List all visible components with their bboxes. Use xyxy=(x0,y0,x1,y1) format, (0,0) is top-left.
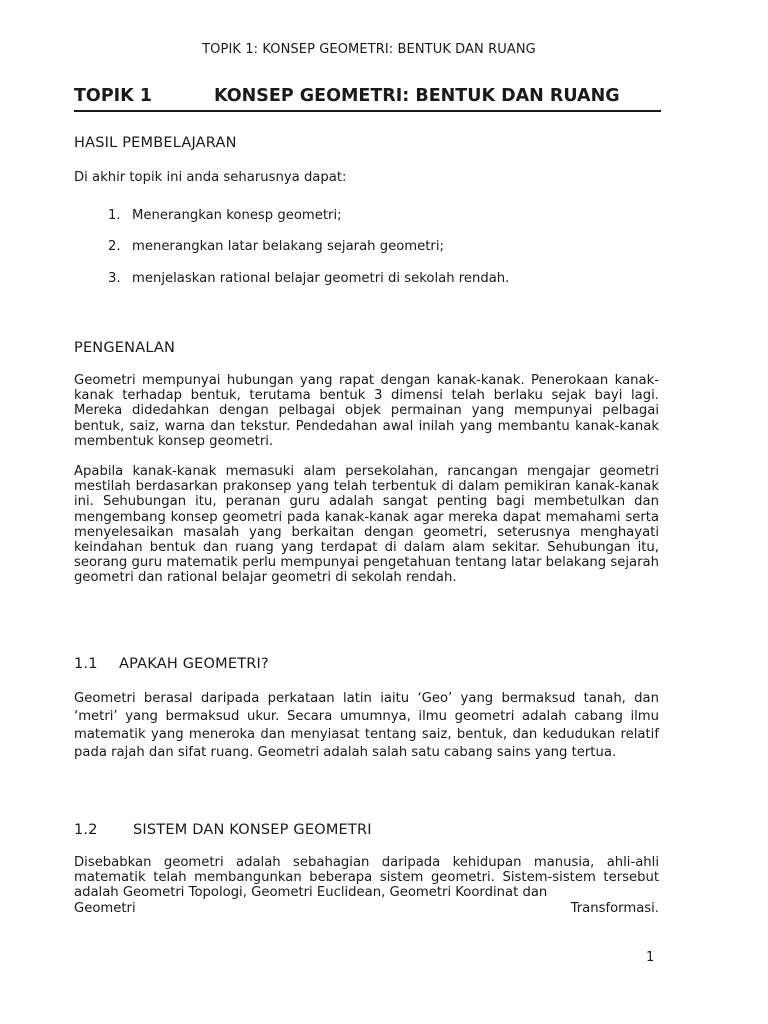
topic-title: KONSEP GEOMETRI: BENTUK DAN RUANG xyxy=(214,86,620,106)
learning-outcomes-intro: Di akhir topik ini anda seharusnya dapat: xyxy=(74,170,347,185)
topic-heading xyxy=(74,86,661,112)
page-number: 1 xyxy=(646,950,655,965)
topic-number: TOPIK 1 xyxy=(74,86,152,106)
section-1-1-number: 1.1 xyxy=(74,656,98,672)
introduction-heading: PENGENALAN xyxy=(74,340,176,356)
list-item: 3. menjelaskan rational belajar geometri di sekolah rendah. xyxy=(108,271,510,286)
learning-outcomes-heading: HASIL PEMBELAJARAN xyxy=(74,135,237,151)
list-item: 2. menerangkan latar belakang sejarah geometri; xyxy=(108,239,444,254)
section-1-2-last-line: Geometri Transformasi. xyxy=(74,900,659,916)
running-header: TOPIK 1: KONSEP GEOMETRI: BENTUK DAN RUANG xyxy=(202,42,536,57)
section-1-1-heading xyxy=(74,656,269,672)
section-1-2-title: SISTEM DAN KONSEP GEOMETRI xyxy=(133,822,372,838)
section-1-1-title: APAKAH GEOMETRI? xyxy=(119,656,269,672)
section-1-1-paragraph: Geometri berasal daripada perkataan latin iaitu ‘Geo’ yang bermaksud tanah, dan ‘metri’ yang bermaksud ukur. Secara umumnya, ilmu geometri adalah cabang ilmu matematik yang meneroka dan menyiasat tentang saiz, bentuk, dan kedudukan relatif pada rajah dan sifat ruang. Geometri adalah salah satu cabang sains yang tertua. xyxy=(74,691,659,760)
list-item: 1. Menerangkan konesp geometri; xyxy=(108,208,342,223)
section-1-2-heading xyxy=(74,822,372,838)
introduction-paragraph-2: Apabila kanak-kanak memasuki alam persekolahan, rancangan mengajar geometri mestilah berdasarkan prakonsep yang telah terbentuk di dalam pemikiran kanak-kanak ini. Sehubungan itu, peranan guru adalah sangat penting bagi membetulkan dan mengembang konsep geometri pada kanak-kanak agar mereka dapat memahami serta menyelesaikan masalah yang berkaitan dengan geometri, seterusnya menghayati keindahan bentuk dan ruang yang terdapat di dalam alam sekitar. Sehubungan itu, seorang guru matematik perlu mempunyai pengetahuan tentang latar belakang sejarah geometri dan rational belajar geometri di sekolah rendah. xyxy=(74,464,659,586)
section-1-2-number: 1.2 xyxy=(74,822,98,838)
introduction-paragraph-1: Geometri mempunyai hubungan yang rapat dengan kanak-kanak. Penerokaan kanak-kanak terhadap bentuk, terutama bentuk 3 dimensi telah berlaku sejak bayi lagi. Mereka didedahkan dengan pelbagai objek permainan yang mempunyai pelbagai bentuk, saiz, warna dan tekstur. Pendedahan awal inilah yang membantu kanak-kanak membentuk konsep geometri. xyxy=(74,373,659,449)
section-1-2-text: Disebabkan geometri adalah sebahagian daripada kehidupan manusia, ahli-ahli matematik telah membangunkan beberapa sistem geometri. Sistem-sistem tersebut adalah Geometri Topologi, Geometri Euclidean, Geometri Koordinat dan xyxy=(74,855,659,901)
section-1-2-paragraph xyxy=(74,855,659,916)
